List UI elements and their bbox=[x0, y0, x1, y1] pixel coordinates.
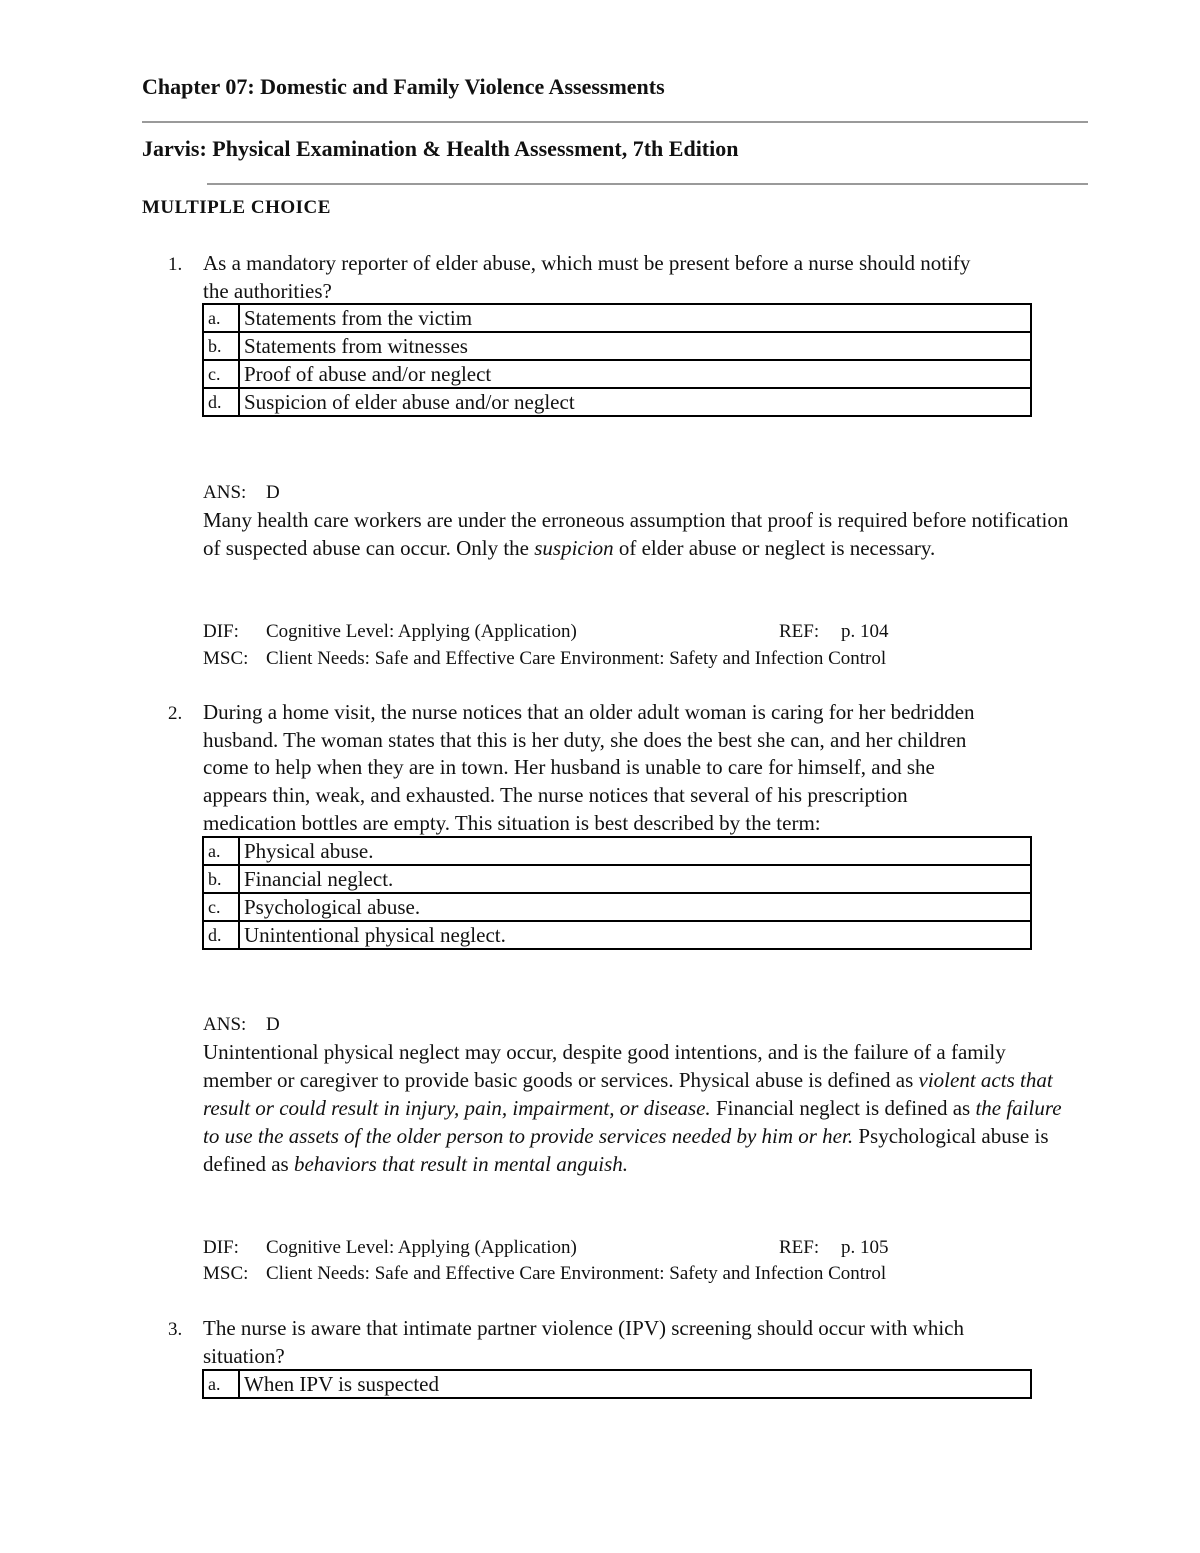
option-text: Suspicion of elder abuse and/or neglect bbox=[239, 388, 1031, 416]
question-stem-line: During a home visit, the nurse notices that an older adult woman is caring for her bedridden bbox=[203, 700, 975, 724]
option-row[interactable] bbox=[203, 1370, 1031, 1398]
rationale-emphasis: the failure to use the assets of the older person to provide services needed by him or her. bbox=[203, 1096, 1062, 1148]
option-letter: c. bbox=[203, 893, 239, 921]
question-stem-line: the authorities? bbox=[203, 279, 332, 303]
question-stem-line: situation? bbox=[203, 1344, 285, 1368]
rationale-text: Financial neglect is defined as bbox=[710, 1096, 976, 1120]
book-title: Jarvis: Physical Examination & Health Assessment, 7th Edition bbox=[142, 136, 739, 161]
option-text: Unintentional physical neglect. bbox=[239, 921, 1031, 949]
answer-label: ANS: bbox=[203, 1014, 247, 1035]
rationale-text: Unintentional physical neglect may occur, despite good intentions, and is the failure of a family member or caregiver to provide basic goods or services. Physical abuse is defined as bbox=[203, 1040, 1006, 1092]
reference-label: REF: bbox=[779, 621, 820, 642]
reference-label: REF: bbox=[779, 1237, 820, 1258]
option-text: Statements from witnesses bbox=[239, 332, 1031, 360]
rationale-text: of elder abuse or neglect is necessary. bbox=[613, 536, 936, 560]
chapter-title: Chapter 07: Domestic and Family Violence Assessments bbox=[142, 74, 665, 99]
reference-value: p. 104 bbox=[841, 621, 889, 642]
rationale-emphasis: suspicion bbox=[534, 536, 614, 560]
option-text: Financial neglect. bbox=[239, 865, 1031, 893]
difficulty-label: DIF: bbox=[203, 1237, 239, 1258]
option-letter: c. bbox=[203, 360, 239, 388]
option-row[interactable] bbox=[203, 837, 1031, 865]
question-stem-line: The nurse is aware that intimate partner violence (IPV) screening should occur with which bbox=[203, 1316, 964, 1340]
option-text: Proof of abuse and/or neglect bbox=[239, 360, 1031, 388]
question-number: 3. bbox=[168, 1319, 183, 1340]
option-letter: a. bbox=[203, 304, 239, 332]
question-stem-line: come to help when they are in town. Her husband is unable to care for himself, and she bbox=[203, 755, 935, 779]
option-text: Physical abuse. bbox=[239, 837, 1031, 865]
rationale-emphasis: violent acts that result or could result in injury, pain, impairment, or disease. bbox=[203, 1068, 1053, 1120]
option-row[interactable] bbox=[203, 388, 1031, 416]
question-stem-line: husband. The woman states that this is her duty, she does the best she can, and her children bbox=[203, 728, 967, 752]
option-row[interactable] bbox=[203, 304, 1031, 332]
question-number: 1. bbox=[168, 254, 183, 275]
answer-value: D bbox=[266, 1014, 280, 1035]
difficulty-label: DIF: bbox=[203, 621, 239, 642]
rationale-emphasis: behaviors that result in mental anguish. bbox=[293, 1152, 629, 1176]
question-number: 2. bbox=[168, 703, 183, 724]
option-letter: b. bbox=[203, 865, 239, 893]
option-row[interactable] bbox=[203, 921, 1031, 949]
section-label: MULTIPLE CHOICE bbox=[142, 197, 331, 218]
reference-value: p. 105 bbox=[841, 1237, 889, 1258]
options-table bbox=[202, 836, 1032, 950]
option-row[interactable] bbox=[203, 360, 1031, 388]
option-letter: b. bbox=[203, 332, 239, 360]
option-letter: d. bbox=[203, 921, 239, 949]
option-text: Psychological abuse. bbox=[239, 893, 1031, 921]
msc-label: MSC: bbox=[203, 1263, 249, 1284]
option-letter: a. bbox=[203, 1370, 239, 1398]
rationale bbox=[203, 506, 1073, 562]
question-stem-line: medication bottles are empty. This situation is best described by the term: bbox=[203, 811, 821, 835]
msc-label: MSC: bbox=[203, 648, 249, 669]
option-row[interactable] bbox=[203, 893, 1031, 921]
rationale-text: Many health care workers are under the erroneous assumption that proof is required before notification of suspected abuse can occur. Only the bbox=[203, 508, 1069, 560]
option-row[interactable] bbox=[203, 865, 1031, 893]
question-stem-line: appears thin, weak, and exhausted. The nurse notices that several of his prescription bbox=[203, 783, 908, 807]
difficulty-value: Cognitive Level: Applying (Application) bbox=[266, 1237, 577, 1258]
option-letter: a. bbox=[203, 837, 239, 865]
rationale bbox=[203, 1038, 1073, 1178]
question-stem-line: As a mandatory reporter of elder abuse, which must be present before a nurse should notify bbox=[203, 251, 971, 275]
msc-value: Client Needs: Safe and Effective Care Environment: Safety and Infection Control bbox=[266, 648, 887, 669]
rationale-text: Psychological abuse is defined as bbox=[203, 1124, 1049, 1176]
difficulty-value: Cognitive Level: Applying (Application) bbox=[266, 621, 577, 642]
option-text: When IPV is suspected bbox=[239, 1370, 1031, 1398]
book-title-divider bbox=[207, 183, 1088, 185]
title-divider bbox=[142, 121, 1088, 123]
msc-value: Client Needs: Safe and Effective Care Environment: Safety and Infection Control bbox=[266, 1263, 887, 1284]
answer-value: D bbox=[266, 482, 280, 503]
options-table bbox=[202, 1369, 1032, 1399]
option-letter: d. bbox=[203, 388, 239, 416]
option-row[interactable] bbox=[203, 332, 1031, 360]
options-table bbox=[202, 303, 1032, 417]
answer-label: ANS: bbox=[203, 482, 247, 503]
option-text: Statements from the victim bbox=[239, 304, 1031, 332]
